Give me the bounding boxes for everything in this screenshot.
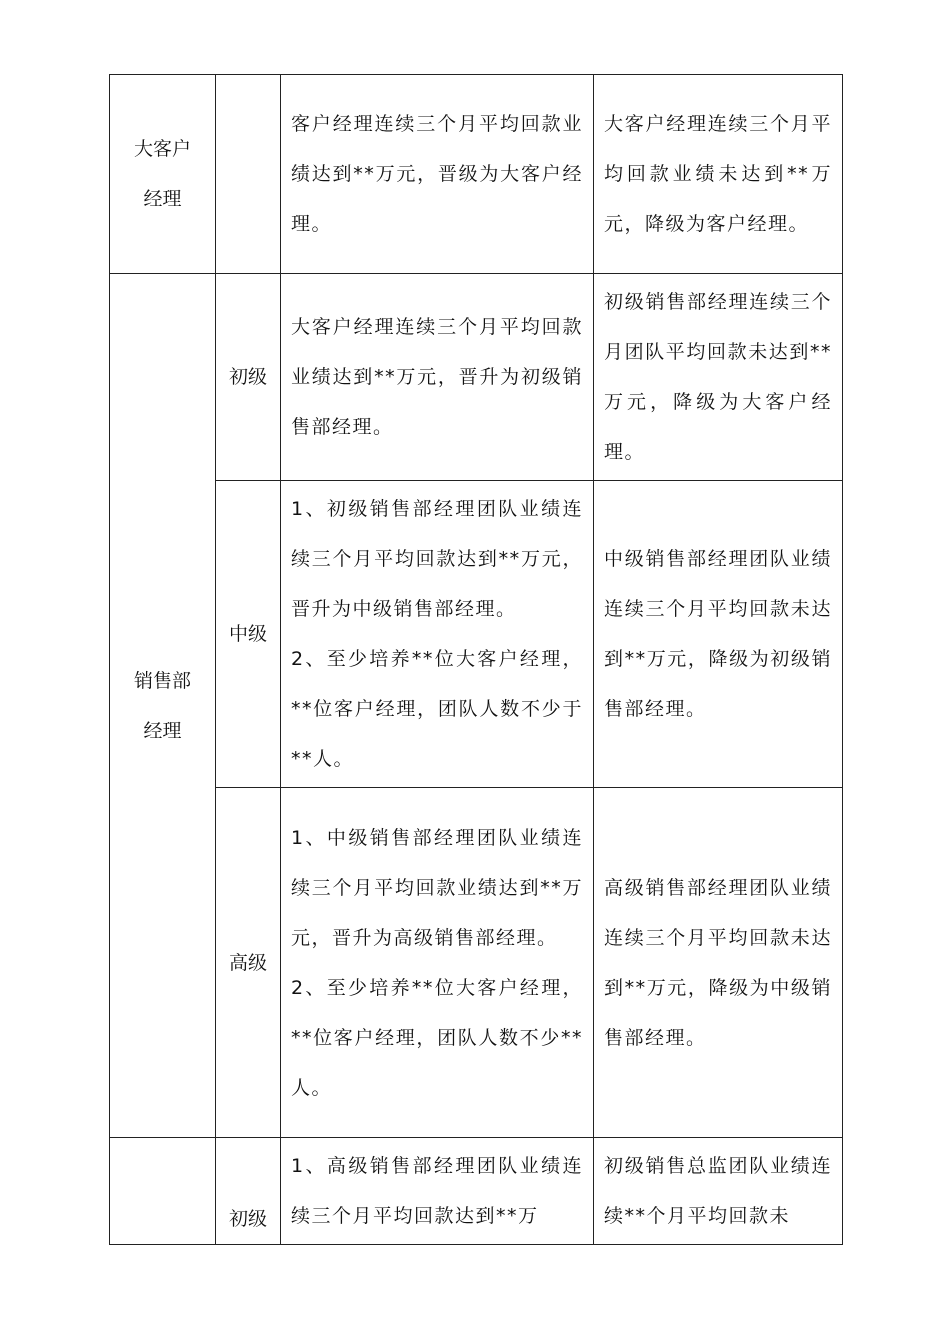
promotion-item-2: 2、至少培养**位大客户经理，**位客户经理，团队人数不少于**人。	[291, 648, 583, 770]
level-cell-senior: 高级	[216, 788, 281, 1138]
promotion-cell: 1、高级销售部经理团队业绩连续三个月平均回款达到**万	[281, 1138, 594, 1245]
demotion-cell: 大客户经理连续三个月平均回款业绩未达到**万元，降级为客户经理。	[594, 75, 843, 274]
table-row	[110, 75, 843, 274]
demotion-cell: 初级销售部经理连续三个月团队平均回款未达到**万元，降级为大客户经理。	[594, 274, 843, 481]
role-cell-sales-director	[110, 1138, 216, 1245]
level-cell-junior: 初级	[216, 274, 281, 481]
promotion-item-1: 1、初级销售部经理团队业绩连续三个月平均回款达到**万元，晋升为中级销售部经理。	[291, 498, 583, 620]
role-cell-sales-manager: 销售部经理	[110, 274, 216, 1138]
level-cell-junior: 初级	[216, 1138, 281, 1245]
promotion-cell	[281, 788, 594, 1138]
promotion-cell: 客户经理连续三个月平均回款业绩达到**万元，晋级为大客户经理。	[281, 75, 594, 274]
demotion-cell: 高级销售部经理团队业绩连续三个月平均回款未达到**万元，降级为中级销售部经理。	[594, 788, 843, 1138]
level-cell-middle: 中级	[216, 481, 281, 788]
promotion-demotion-table	[109, 74, 843, 1245]
level-cell-empty	[216, 75, 281, 274]
promotion-item-1: 1、中级销售部经理团队业绩连续三个月平均回款业绩达到**万元，晋升为高级销售部经理。	[291, 826, 583, 949]
demotion-cell: 初级销售总监团队业绩连续**个月平均回款未	[594, 1138, 843, 1245]
demotion-cell: 中级销售部经理团队业绩连续三个月平均回款未达到**万元，降级为初级销售部经理。	[594, 481, 843, 788]
table-row	[110, 1138, 843, 1245]
promotion-item-2: 2、至少培养**位大客户经理，**位客户经理，团队人数不少**人。	[291, 976, 583, 1099]
promotion-cell: 大客户经理连续三个月平均回款业绩达到**万元，晋升为初级销售部经理。	[281, 274, 594, 481]
table-row	[110, 274, 843, 481]
promotion-cell	[281, 481, 594, 788]
table-row	[110, 481, 843, 788]
role-cell-big-account: 大客户经理	[110, 75, 216, 274]
table-row	[110, 788, 843, 1138]
